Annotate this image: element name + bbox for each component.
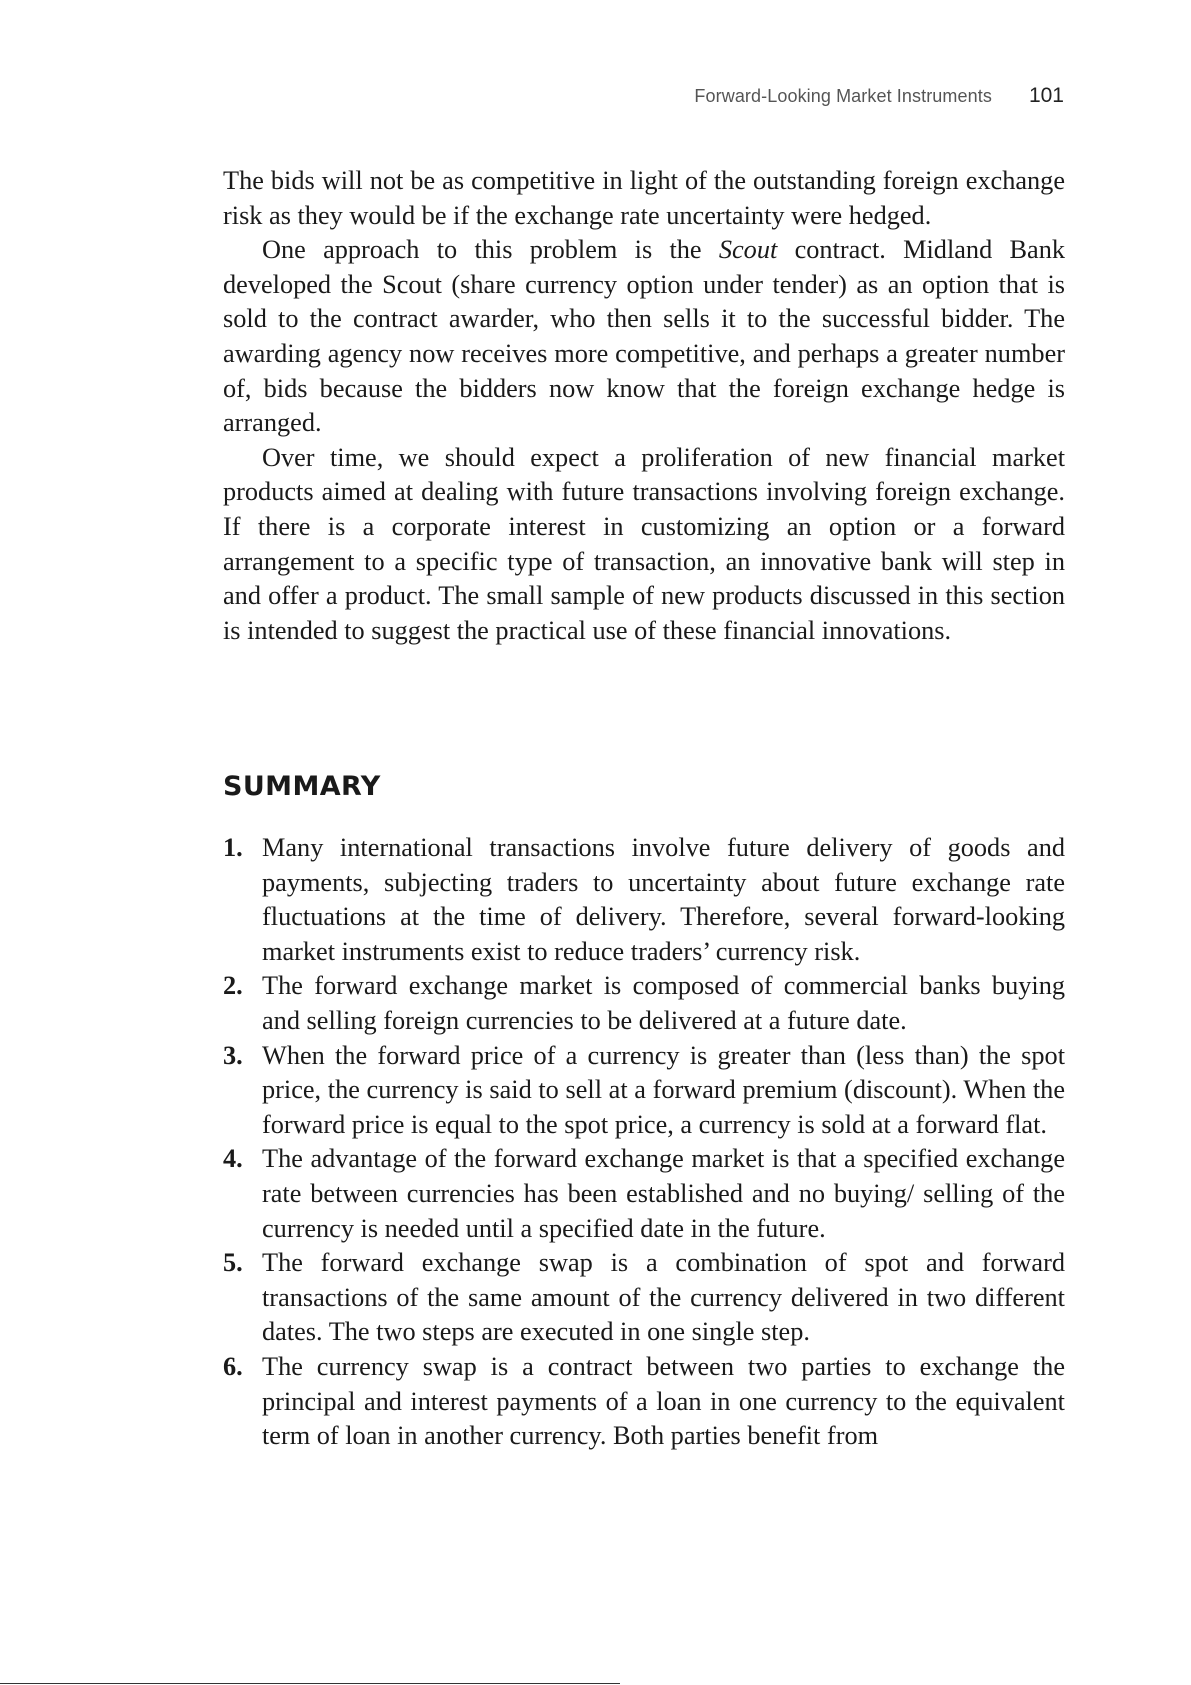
summary-item: [223, 1246, 1065, 1350]
summary-item: [223, 831, 1065, 969]
summary-item-text: Many international transactions involve future delivery of goods and payments, subjecting traders to uncertainty about future exchange rate fluctuations at the time of delivery. Therefore, several forward-looking market instruments exist to reduce traders’ currency risk.: [262, 833, 1065, 966]
page-bottom-rule: [0, 1683, 620, 1684]
running-head-title: Forward-Looking Market Instruments: [694, 86, 992, 106]
body-text: [223, 164, 1065, 648]
summary-item-number: 6.: [223, 1351, 243, 1381]
paragraph-2-rest: contract. Midland Bank developed the Scout (share currency option under tender) as an option that is sold to the contract awarder, who then sells it to the successful bidder. The awarding agency now receives more competitive, and perhaps a greater number of, bids because the bidders now know that the foreign exchange hedge is arranged.: [223, 235, 1065, 438]
summary-item-text: The forward exchange market is composed of commercial banks buying and selling foreign currencies to be delivered at a future date.: [262, 971, 1065, 1035]
summary-item-text: The forward exchange swap is a combination of spot and forward transactions of the same amount of the currency delivered in two different dates. The two steps are executed in one single step.: [262, 1248, 1065, 1347]
summary-item-number: 5.: [223, 1248, 243, 1278]
paragraph-2-start: One approach to this problem is the: [262, 235, 719, 265]
summary-item: [223, 1039, 1065, 1143]
summary-list: [223, 831, 1065, 1454]
summary-item-number: 1.: [223, 833, 243, 862]
scout-italic-term: Scout: [718, 235, 778, 265]
running-head: [694, 84, 1064, 108]
summary-item-text: When the forward price of a currency is greater than (less than) the spot price, the currency is said to sell at a forward premium (discount). When the forward price is equal to the spot price, a currency is sold at a forward flat.: [262, 1040, 1065, 1139]
summary-heading: SUMMARY: [223, 771, 381, 802]
summary-item: [223, 1350, 1065, 1454]
paragraph-2: [223, 233, 1065, 441]
summary-item-number: 3.: [223, 1040, 243, 1070]
summary-item-text: The currency swap is a contract between two parties to exchange the principal and interest payments of a loan in one currency to the equivalent term of loan in another currency. Both parties benefit from: [262, 1351, 1065, 1451]
paragraph-1: The bids will not be as competitive in light of the outstanding foreign exchange risk as they would be if the exchange rate uncertainty were hedged.: [223, 166, 1065, 230]
page-number: 101: [1028, 84, 1064, 107]
summary-item-number: 4.: [223, 1144, 243, 1174]
summary-item: [223, 969, 1065, 1038]
summary-item-text: The advantage of the forward exchange market is that a specified exchange rate between currencies has been established and no buying/ selling of the currency is needed until a specified date in the future.: [262, 1144, 1065, 1243]
paragraph-3: Over time, we should expect a proliferation of new financial market products aimed at dealing with future transactions involving foreign exchange. If there is a corporate interest in customizing an option or a forward arrangement to a specific type of transaction, an innovative bank will step in and offer a product. The small sample of new products discussed in this section is intended to suggest the practical use of these financial innovations.: [223, 442, 1065, 645]
summary-item-number: 2.: [223, 971, 243, 1001]
summary-item: [223, 1142, 1065, 1246]
